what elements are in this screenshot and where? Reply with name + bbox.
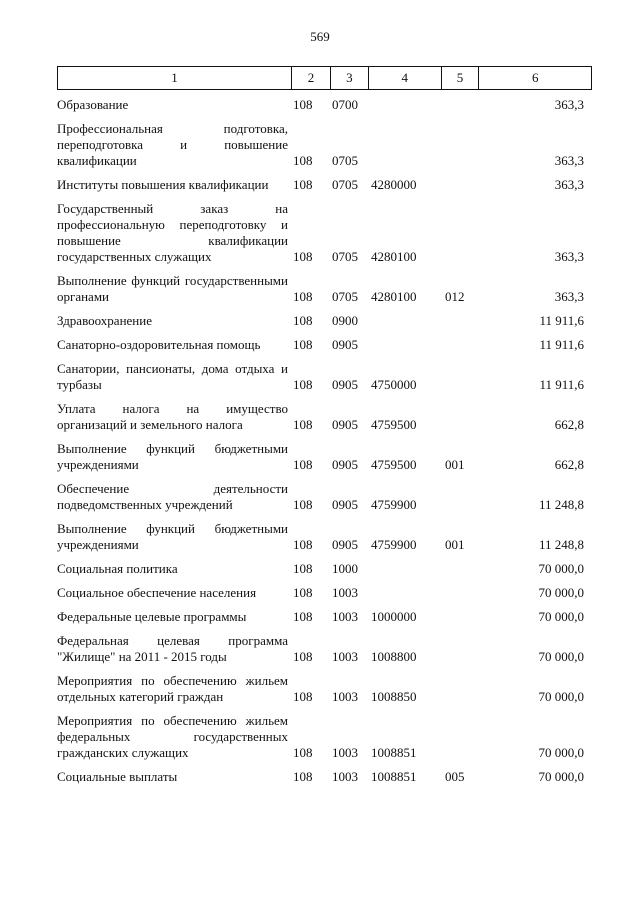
row-name: Выполнение функций бюджетными учреждениями: [57, 521, 288, 552]
row-amount: 70 000,0: [538, 689, 584, 704]
row-section-code: 0905: [332, 457, 358, 472]
row-expense-type-code: [442, 337, 480, 353]
row-expense-type-code: [442, 609, 480, 625]
table-body: [57, 97, 592, 793]
row-chapter-code: 108: [293, 249, 313, 264]
row-name: Санатории, пансионаты, дома отдыха и турбазы: [57, 361, 288, 392]
table-row: [57, 361, 592, 393]
table-row: [57, 97, 592, 113]
row-amount: 11 911,6: [539, 313, 584, 328]
row-amount: 363,3: [554, 289, 584, 304]
row-amount: 662,8: [554, 457, 584, 472]
row-section-code: 0705: [332, 249, 358, 264]
table-row: [57, 633, 592, 665]
row-amount: 70 000,0: [538, 745, 584, 760]
row-name: Социальное обеспечение населения: [57, 585, 257, 600]
table-row: [57, 673, 592, 705]
row-section-code: 1003: [332, 769, 358, 784]
header-col-6: 6: [531, 70, 539, 85]
row-section-code: 1003: [332, 649, 358, 664]
row-name: Федеральные целевые программы: [57, 609, 247, 624]
row-amount: 363,3: [554, 177, 584, 192]
row-expense-type-code: 001: [445, 537, 465, 552]
row-expense-type-code: [442, 561, 480, 577]
row-expense-type-code: 005: [445, 769, 465, 784]
table-row: [57, 121, 592, 169]
row-chapter-code: 108: [293, 377, 313, 392]
header-col-1: 1: [58, 67, 292, 89]
row-expense-type-code: [442, 673, 480, 705]
row-chapter-code: 108: [293, 289, 313, 304]
table-row: [57, 401, 592, 433]
row-target-article-code: 4759500: [371, 457, 417, 472]
table-row: [57, 521, 592, 553]
row-section-code: 0905: [332, 417, 358, 432]
table-row: [57, 313, 592, 329]
table-row: [57, 769, 592, 785]
row-chapter-code: 108: [293, 649, 313, 664]
row-amount: 11 911,6: [539, 337, 584, 352]
row-expense-type-code: [442, 585, 480, 601]
row-target-article-code: [369, 561, 442, 577]
row-target-article-code: 4759900: [371, 497, 417, 512]
row-name: Социальная политика: [57, 561, 178, 576]
row-section-code: 0705: [332, 177, 358, 192]
table-row: [57, 201, 592, 265]
row-name: Государственный заказ на профессиональную переподготовку и повышение квалификации государственных служащих: [57, 201, 288, 264]
row-chapter-code: 108: [293, 769, 313, 784]
row-target-article-code: 4280100: [371, 289, 417, 304]
row-amount: 11 911,6: [539, 377, 584, 392]
row-chapter-code: 108: [293, 417, 313, 432]
row-expense-type-code: [442, 121, 480, 169]
table-row: [57, 273, 592, 305]
row-name: Мероприятия по обеспечению жильем отдельных категорий граждан: [57, 673, 288, 704]
row-target-article-code: [369, 585, 442, 601]
row-amount: 70 000,0: [538, 609, 584, 624]
row-expense-type-code: [442, 313, 480, 329]
row-amount: 70 000,0: [538, 585, 584, 600]
row-chapter-code: 108: [293, 561, 313, 576]
row-expense-type-code: [442, 97, 480, 113]
row-target-article-code: [369, 337, 442, 353]
header-col-3: 3: [331, 67, 369, 89]
row-chapter-code: 108: [293, 313, 313, 328]
row-section-code: 1000: [332, 561, 358, 576]
row-expense-type-code: [442, 481, 480, 513]
row-section-code: 0700: [332, 97, 358, 112]
row-name: Социальные выплаты: [57, 769, 178, 784]
row-chapter-code: 108: [293, 689, 313, 704]
row-target-article-code: 4759500: [371, 417, 417, 432]
page-number: 569: [310, 29, 330, 44]
row-expense-type-code: [442, 633, 480, 665]
row-amount: 70 000,0: [538, 649, 584, 664]
row-amount: 70 000,0: [538, 769, 584, 784]
table-row: [57, 177, 592, 193]
row-target-article-code: 4750000: [371, 377, 417, 392]
table-row: [57, 337, 592, 353]
row-target-article-code: [369, 97, 442, 113]
row-amount: 363,3: [554, 153, 584, 168]
row-amount: 662,8: [554, 417, 584, 432]
row-chapter-code: 108: [293, 585, 313, 600]
row-target-article-code: 4759900: [371, 537, 417, 552]
row-amount: 363,3: [554, 97, 584, 112]
row-chapter-code: 108: [293, 457, 313, 472]
row-expense-type-code: [442, 177, 480, 193]
row-amount: 70 000,0: [538, 561, 584, 576]
row-target-article-code: [369, 121, 442, 169]
row-target-article-code: 1008851: [371, 769, 417, 784]
row-expense-type-code: [442, 201, 480, 265]
row-section-code: 1003: [332, 745, 358, 760]
row-target-article-code: 1008851: [371, 745, 417, 760]
table-header: [57, 66, 592, 90]
row-target-article-code: 4280100: [371, 249, 417, 264]
row-chapter-code: 108: [293, 497, 313, 512]
table-row: [57, 561, 592, 577]
row-section-code: 0905: [332, 377, 358, 392]
table-row: [57, 609, 592, 625]
row-chapter-code: 108: [293, 609, 313, 624]
row-section-code: 0900: [332, 313, 358, 328]
header-col-2: 2: [292, 67, 331, 89]
row-section-code: 0905: [332, 537, 358, 552]
row-name: Санаторно-оздоровительная помощь: [57, 337, 261, 352]
table-row: [57, 481, 592, 513]
row-expense-type-code: 012: [445, 289, 465, 304]
row-chapter-code: 108: [293, 745, 313, 760]
row-section-code: 0705: [332, 289, 358, 304]
row-name: Здравоохранение: [57, 313, 152, 328]
row-chapter-code: 108: [293, 177, 313, 192]
row-target-article-code: 4280000: [371, 177, 417, 192]
row-amount: 363,3: [554, 249, 584, 264]
row-section-code: 0905: [332, 497, 358, 512]
row-expense-type-code: [442, 713, 480, 761]
row-name: Профессиональная подготовка, переподготовка и повышение квалификации: [57, 121, 288, 168]
row-name: Федеральная целевая программа "Жилище" на 2011 - 2015 годы: [57, 633, 288, 664]
row-name: Обеспечение деятельности подведомственных учреждений: [57, 481, 288, 512]
header-col-4: 4: [369, 67, 442, 89]
row-target-article-code: [369, 313, 442, 329]
table-row: [57, 713, 592, 761]
header-col-5: 5: [442, 67, 480, 89]
row-chapter-code: 108: [293, 153, 313, 168]
row-amount: 11 248,8: [538, 537, 584, 552]
row-name: Образование: [57, 97, 129, 112]
row-target-article-code: 1008850: [371, 689, 417, 704]
row-name: Мероприятия по обеспечению жильем федеральных государственных гражданских служащих: [57, 713, 288, 760]
row-section-code: 0705: [332, 153, 358, 168]
row-expense-type-code: [442, 401, 480, 433]
row-expense-type-code: 001: [445, 457, 465, 472]
row-target-article-code: 1008800: [371, 649, 417, 664]
row-chapter-code: 108: [293, 537, 313, 552]
row-section-code: 1003: [332, 689, 358, 704]
row-section-code: 1003: [332, 609, 358, 624]
row-section-code: 0905: [332, 337, 358, 352]
row-name: Уплата налога на имущество организаций и земельного налога: [57, 401, 288, 432]
row-amount: 11 248,8: [538, 497, 584, 512]
row-expense-type-code: [442, 361, 480, 393]
row-section-code: 1003: [332, 585, 358, 600]
row-target-article-code: 1000000: [371, 609, 417, 624]
row-chapter-code: 108: [293, 337, 313, 352]
table-row: [57, 441, 592, 473]
row-name: Выполнение функций государственными органами: [57, 273, 288, 304]
row-name: Институты повышения квалификации: [57, 177, 269, 192]
row-name: Выполнение функций бюджетными учреждениями: [57, 441, 288, 472]
table-row: [57, 585, 592, 601]
row-chapter-code: 108: [293, 97, 313, 112]
